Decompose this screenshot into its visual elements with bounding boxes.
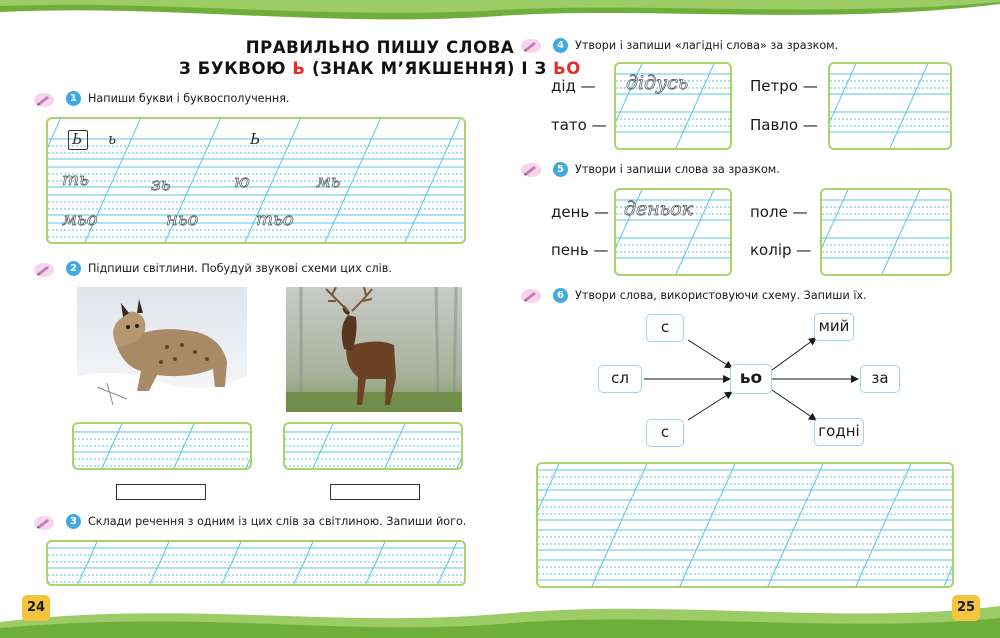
handwriting-ruling <box>538 464 952 586</box>
scheme-center-combo: ьо <box>730 364 772 394</box>
task-number-2: 2 <box>66 261 81 276</box>
sample-answer-denok: деньок <box>624 198 693 220</box>
task-6-instruction: Утвори слова, використовуючи схему. Запиши їх. <box>575 289 867 302</box>
caption-area-deer[interactable] <box>283 422 463 470</box>
scheme-output-middle: за <box>860 365 900 393</box>
task-number-4: 4 <box>553 38 568 53</box>
word-kolir: колір — <box>750 241 812 259</box>
page-number-left: 24 <box>22 595 50 621</box>
answer-area-petro-pavlo[interactable] <box>828 62 952 150</box>
word-den: день — <box>551 203 610 221</box>
word-petro: Петро — <box>750 77 818 95</box>
sample-letter-boxed: Ь <box>72 130 83 148</box>
answer-area-did-tato[interactable] <box>614 62 732 150</box>
top-decorative-band <box>0 0 1000 30</box>
sound-scheme-box-lynx[interactable] <box>116 484 206 500</box>
task-number-6: 6 <box>553 288 568 303</box>
title-line-1: ПРАВИЛЬНО ПИШУ СЛОВА <box>245 38 515 57</box>
handwriting-ruling <box>285 424 461 468</box>
trace-combo-2: зь <box>151 174 171 195</box>
handwriting-ruling <box>822 190 950 274</box>
scheme-input-middle: сл <box>598 365 642 393</box>
writing-area-task-1[interactable] <box>46 117 466 244</box>
task-3-instruction: Склади речення з одним із цих слів за світлиною. Запиши його. <box>88 515 467 528</box>
pencil-hand-icon <box>520 162 542 178</box>
task-1-instruction: Напиши букви і буквосполучення. <box>88 92 290 105</box>
trace-combo-5: мьо <box>62 209 98 230</box>
word-pen: пень — <box>551 241 609 259</box>
answer-area-pole-kolir[interactable] <box>820 188 952 276</box>
soft-sign-combo: ЬО <box>553 59 581 78</box>
word-tato: тато — <box>551 116 607 134</box>
trace-combo-6: ньо <box>166 209 199 230</box>
trace-combo-7: тьо <box>256 209 294 230</box>
sample-answer-didus: дідусь <box>626 72 689 94</box>
pencil-hand-icon <box>33 262 55 278</box>
sample-letter-1: ь <box>108 130 117 148</box>
trace-combo-4: мь <box>316 171 341 192</box>
pencil-hand-icon <box>520 288 542 304</box>
scheme-output-top: мий <box>814 313 854 341</box>
scheme-input-bottom: с <box>646 419 684 447</box>
scheme-output-bottom: годні <box>814 418 864 446</box>
pencil-hand-icon <box>520 38 542 54</box>
title-line-2: З БУКВОЮ Ь (ЗНАК М’ЯКШЕННЯ) І З ЬО <box>179 59 581 78</box>
handwriting-ruling <box>74 424 250 468</box>
task-number-5: 5 <box>553 162 568 177</box>
deer-photo <box>286 287 462 412</box>
sound-scheme-box-deer[interactable] <box>330 484 420 500</box>
page-number-right: 25 <box>952 595 980 621</box>
task-4-instruction: Утвори і запиши «лагідні слова» за зразком. <box>575 39 839 52</box>
trace-combo-3: ю <box>234 171 250 192</box>
task-number-1: 1 <box>66 91 81 106</box>
sample-letter-2: Ь <box>250 130 261 148</box>
writing-area-task-6[interactable] <box>536 462 954 588</box>
task-2-instruction: Підпиши світлини. Побудуй звукові схеми цих слів. <box>88 262 392 275</box>
task-number-3: 3 <box>66 514 81 529</box>
task-5-instruction: Утвори і запиши слова за зразком. <box>575 163 780 176</box>
pencil-hand-icon <box>33 515 55 531</box>
answer-area-den-pen[interactable] <box>614 188 732 276</box>
lynx-photo <box>77 287 247 412</box>
word-pole: поле — <box>750 203 808 221</box>
word-pavlo: Павло — <box>750 116 818 134</box>
scheme-input-top: с <box>646 314 684 342</box>
soft-sign-letter: Ь <box>292 59 306 78</box>
caption-area-lynx[interactable] <box>72 422 252 470</box>
handwriting-ruling <box>830 64 950 148</box>
bottom-decorative-band <box>0 592 1000 638</box>
pencil-hand-icon <box>33 92 55 108</box>
writing-area-task-3[interactable] <box>46 540 466 586</box>
word-did: дід — <box>551 77 596 95</box>
trace-combo-1: ть <box>62 169 89 190</box>
handwriting-ruling <box>48 542 464 584</box>
